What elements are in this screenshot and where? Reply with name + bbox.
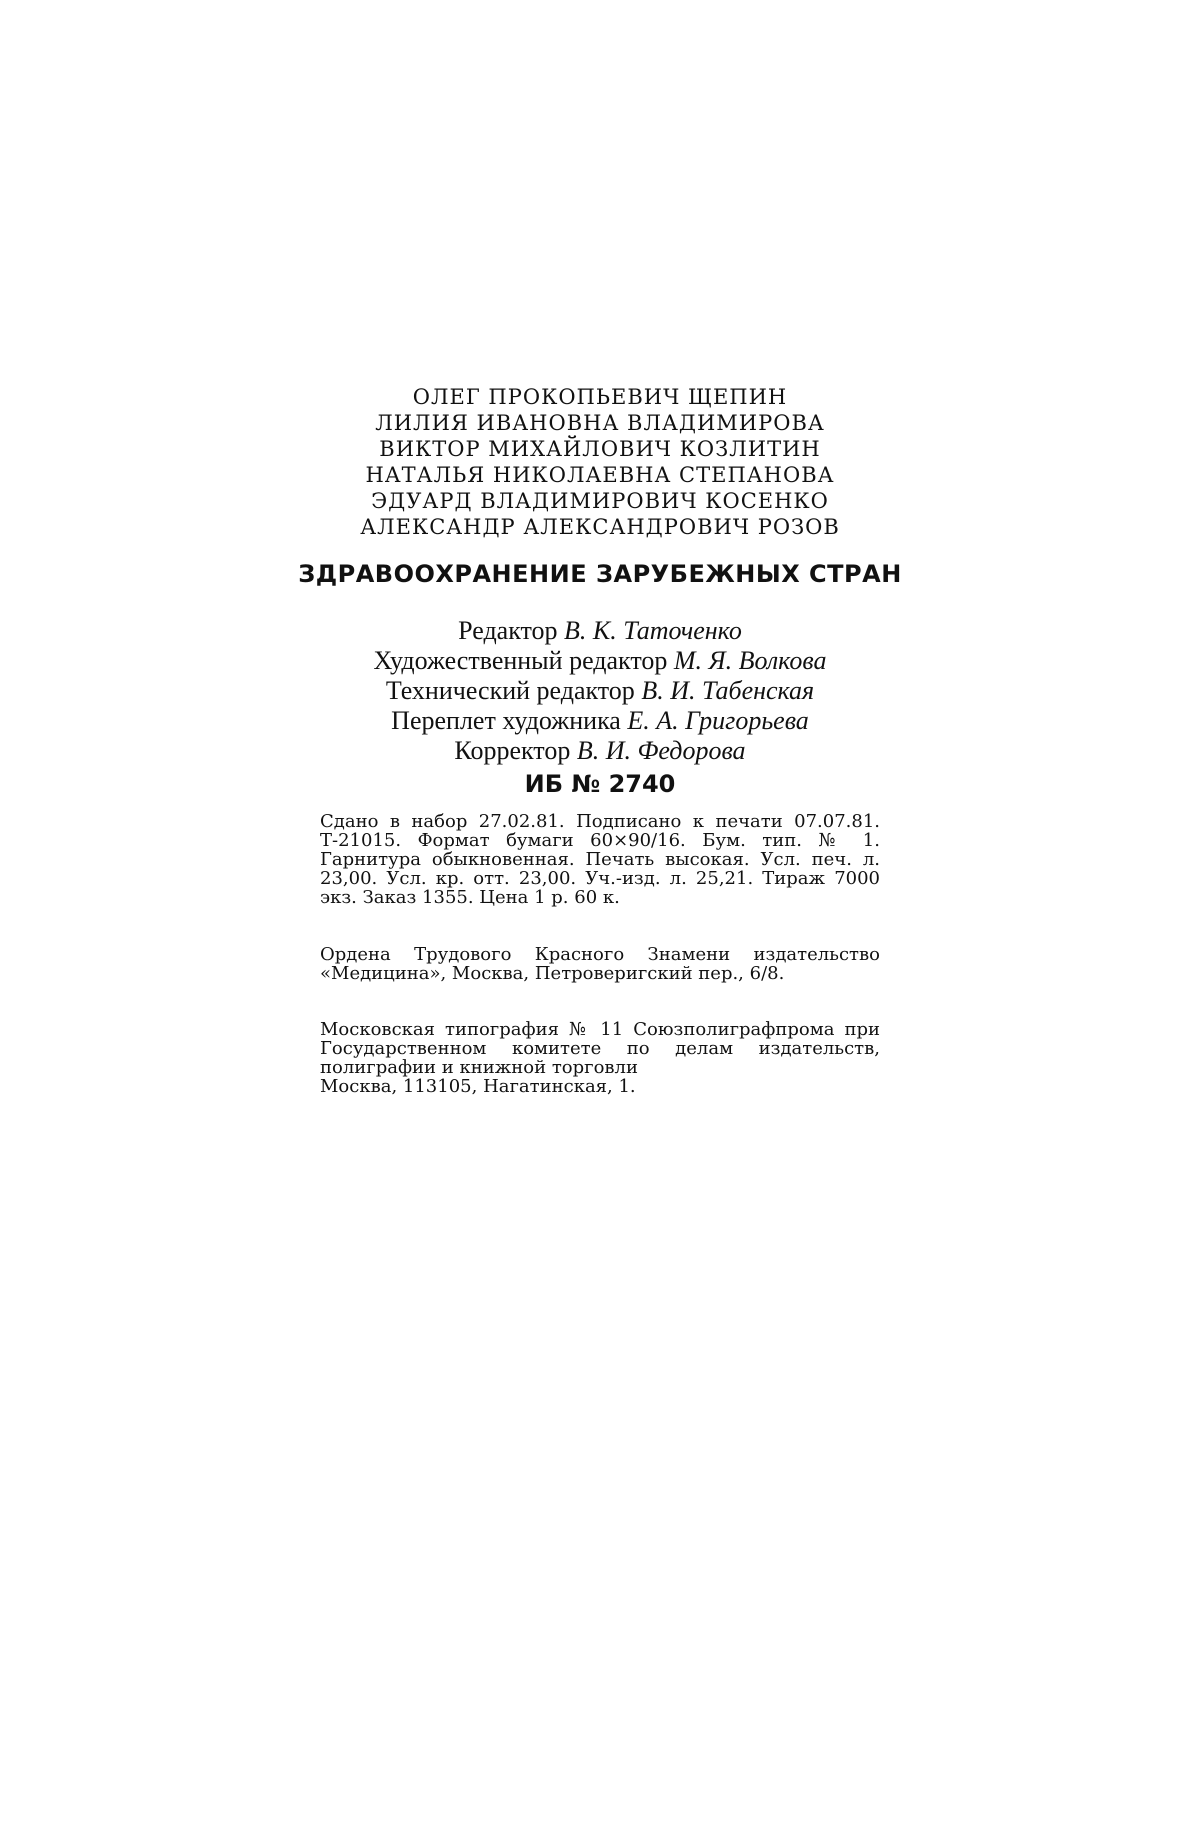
credit-line — [320, 706, 880, 736]
credit-line — [320, 676, 880, 706]
author-name: ЭДУАРД ВЛАДИМИРОВИЧ КОСЕНКО — [371, 489, 829, 513]
printer-name: Московская типография № 11 Союзполиграфпрома при Государственном комитете по делам издательств, полиграфии и книжной торговли — [320, 1019, 880, 1078]
credit-line — [320, 736, 880, 766]
author-name: АЛЕКСАНДР АЛЕКСАНДРОВИЧ РОЗОВ — [360, 515, 840, 539]
credit-line — [320, 646, 880, 676]
book-title: ЗДРАВООХРАНЕНИЕ ЗАРУБЕЖНЫХ СТРАН — [298, 560, 902, 588]
printer-address: Москва, 113105, Нагатинская, 1. — [320, 1076, 636, 1097]
credit-name: М. Я. Волкова — [673, 646, 827, 675]
credit-role: Технический редактор — [385, 676, 635, 705]
credit-line — [320, 616, 880, 646]
credit-name: В. И. Федорова — [576, 736, 746, 765]
credit-role: Переплет художника — [391, 706, 621, 735]
credit-role: Корректор — [454, 736, 571, 765]
author-name: ВИКТОР МИХАЙЛОВИЧ КОЗЛИТИН — [379, 437, 821, 461]
imprint-details: Сдано в набор 27.02.81. Подписано к печати 07.07.81. Т-21015. Формат бумаги 60×90/16. Бум. тип. № 1. Гарнитура обыкновенная. Печать высокая. Усл. печ. л. 23,00. Усл. кр. отт. 23,00. Уч.-изд. л. 25,21. Тираж 7000 экз. Заказ 1355. Цена 1 р. 60 к. — [320, 811, 880, 908]
credits-list — [320, 616, 880, 766]
credit-name: В. К. Таточенко — [564, 616, 742, 645]
credit-name: В. И. Табенская — [641, 676, 815, 705]
authors-list — [320, 384, 880, 540]
printer-info — [320, 1020, 880, 1096]
author-name: НАТАЛЬЯ НИКОЛАЕВНА СТЕПАНОВА — [365, 463, 835, 487]
credit-name: Е. А. Григорьева — [627, 706, 809, 735]
author-name: ОЛЕГ ПРОКОПЬЕВИЧ ЩЕПИН — [412, 385, 788, 409]
publisher-info: Ордена Трудового Красного Знамени издательство «Медицина», Москва, Петроверигский пер., 6/8. — [320, 944, 880, 984]
credit-role: Художественный редактор — [373, 646, 668, 675]
credit-role: Редактор — [458, 616, 558, 645]
ib-number: ИБ № 2740 — [524, 770, 676, 798]
author-name: ЛИЛИЯ ИВАНОВНА ВЛАДИМИРОВА — [375, 411, 825, 435]
